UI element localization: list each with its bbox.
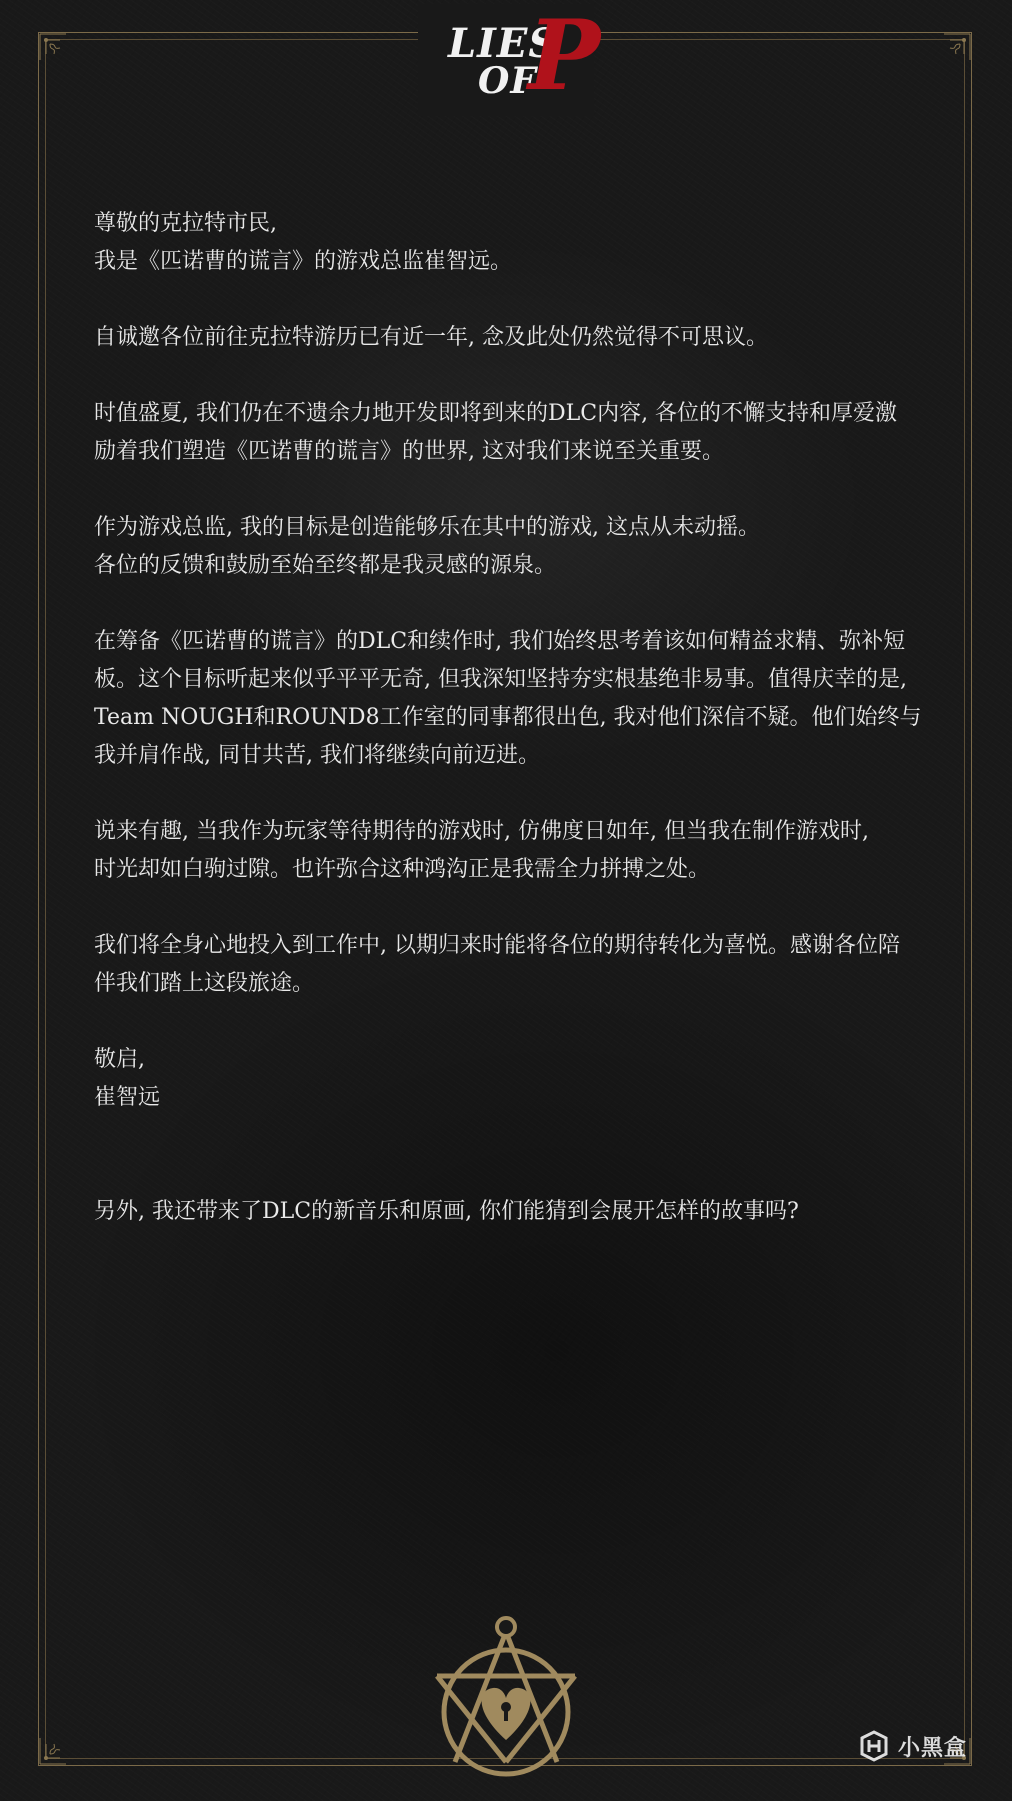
paragraph-gap bbox=[94, 585, 934, 623]
paragraph-gap bbox=[94, 775, 934, 813]
compass-heart-emblem-icon bbox=[425, 1612, 587, 1790]
xiaoheihe-logo-icon bbox=[858, 1730, 890, 1762]
letter-line: 时光却如白驹过隙。也许弥合这种鸿沟正是我需全力拼搏之处。 bbox=[94, 857, 711, 882]
letter-line: 板。这个目标听起来似乎平平无奇, 但我深知坚持夯实根基绝非易事。值得庆幸的是, bbox=[94, 667, 907, 692]
letter-line: 我并肩作战, 同甘共苦, 我们将继续向前迈进。 bbox=[94, 743, 540, 768]
paragraph-gap bbox=[94, 471, 934, 509]
letter-line: 崔智远 bbox=[94, 1085, 161, 1110]
lies-of-p-logo bbox=[418, 0, 601, 116]
letter-line: 自诚邀各位前往克拉特游历已有近一年, 念及此处仍然觉得不可思议。 bbox=[94, 325, 768, 350]
paragraph-gap bbox=[94, 281, 934, 319]
corner-ornament-icon bbox=[38, 1706, 98, 1766]
corner-ornament-icon bbox=[912, 32, 972, 92]
paragraph-gap bbox=[94, 1155, 934, 1193]
letter-line: 说来有趣, 当我作为玩家等待期待的游戏时, 仿佛度日如年, 但当我在制作游戏时, bbox=[94, 819, 869, 844]
letter-line: 时值盛夏, 我们仍在不遗余力地开发即将到来的DLC内容, 各位的不懈支持和厚爱激 bbox=[94, 401, 898, 426]
paragraph-gap bbox=[94, 357, 934, 395]
logo-letter-p: P bbox=[528, 0, 601, 112]
letter-line: 尊敬的克拉特市民, bbox=[94, 211, 277, 236]
letter-line: 各位的反馈和鼓励至始至终都是我灵感的源泉。 bbox=[94, 553, 557, 578]
letter-line: 我们将全身心地投入到工作中, 以期归来时能将各位的期待转化为喜悦。感谢各位陪 bbox=[94, 933, 900, 958]
watermark-text: 小黑盒 bbox=[898, 1735, 968, 1761]
paragraph-gap bbox=[94, 889, 934, 927]
letter-line: 作为游戏总监, 我的目标是创造能够乐在其中的游戏, 这点从未动摇。 bbox=[94, 515, 760, 540]
letter-line: 我是《匹诺曹的谎言》的游戏总监崔智远。 bbox=[94, 249, 513, 274]
letter-body bbox=[94, 205, 934, 1231]
letter-line: 励着我们塑造《匹诺曹的谎言》的世界, 这对我们来说至关重要。 bbox=[94, 439, 724, 464]
corner-ornament-icon bbox=[38, 32, 98, 92]
letter-line: 伴我们踏上这段旅途。 bbox=[94, 971, 315, 996]
paragraph-gap bbox=[94, 1003, 934, 1041]
letter-line: Team NOUGH和ROUND8工作室的同事都很出色, 我对他们深信不疑。他们始终与 bbox=[94, 705, 922, 730]
letter-line: 敬启, bbox=[94, 1047, 145, 1072]
letter-line: 在筹备《匹诺曹的谎言》的DLC和续作时, 我们始终思考着该如何精益求精、弥补短 bbox=[94, 629, 906, 654]
letter-line: 另外, 我还带来了DLC的新音乐和原画, 你们能猜到会展开怎样的故事吗? bbox=[94, 1199, 799, 1224]
xiaoheihe-watermark bbox=[858, 1726, 967, 1766]
logo-text-of: OF bbox=[478, 60, 537, 102]
paragraph-gap bbox=[94, 1117, 934, 1155]
logo-text-lies: LIES bbox=[448, 20, 559, 67]
